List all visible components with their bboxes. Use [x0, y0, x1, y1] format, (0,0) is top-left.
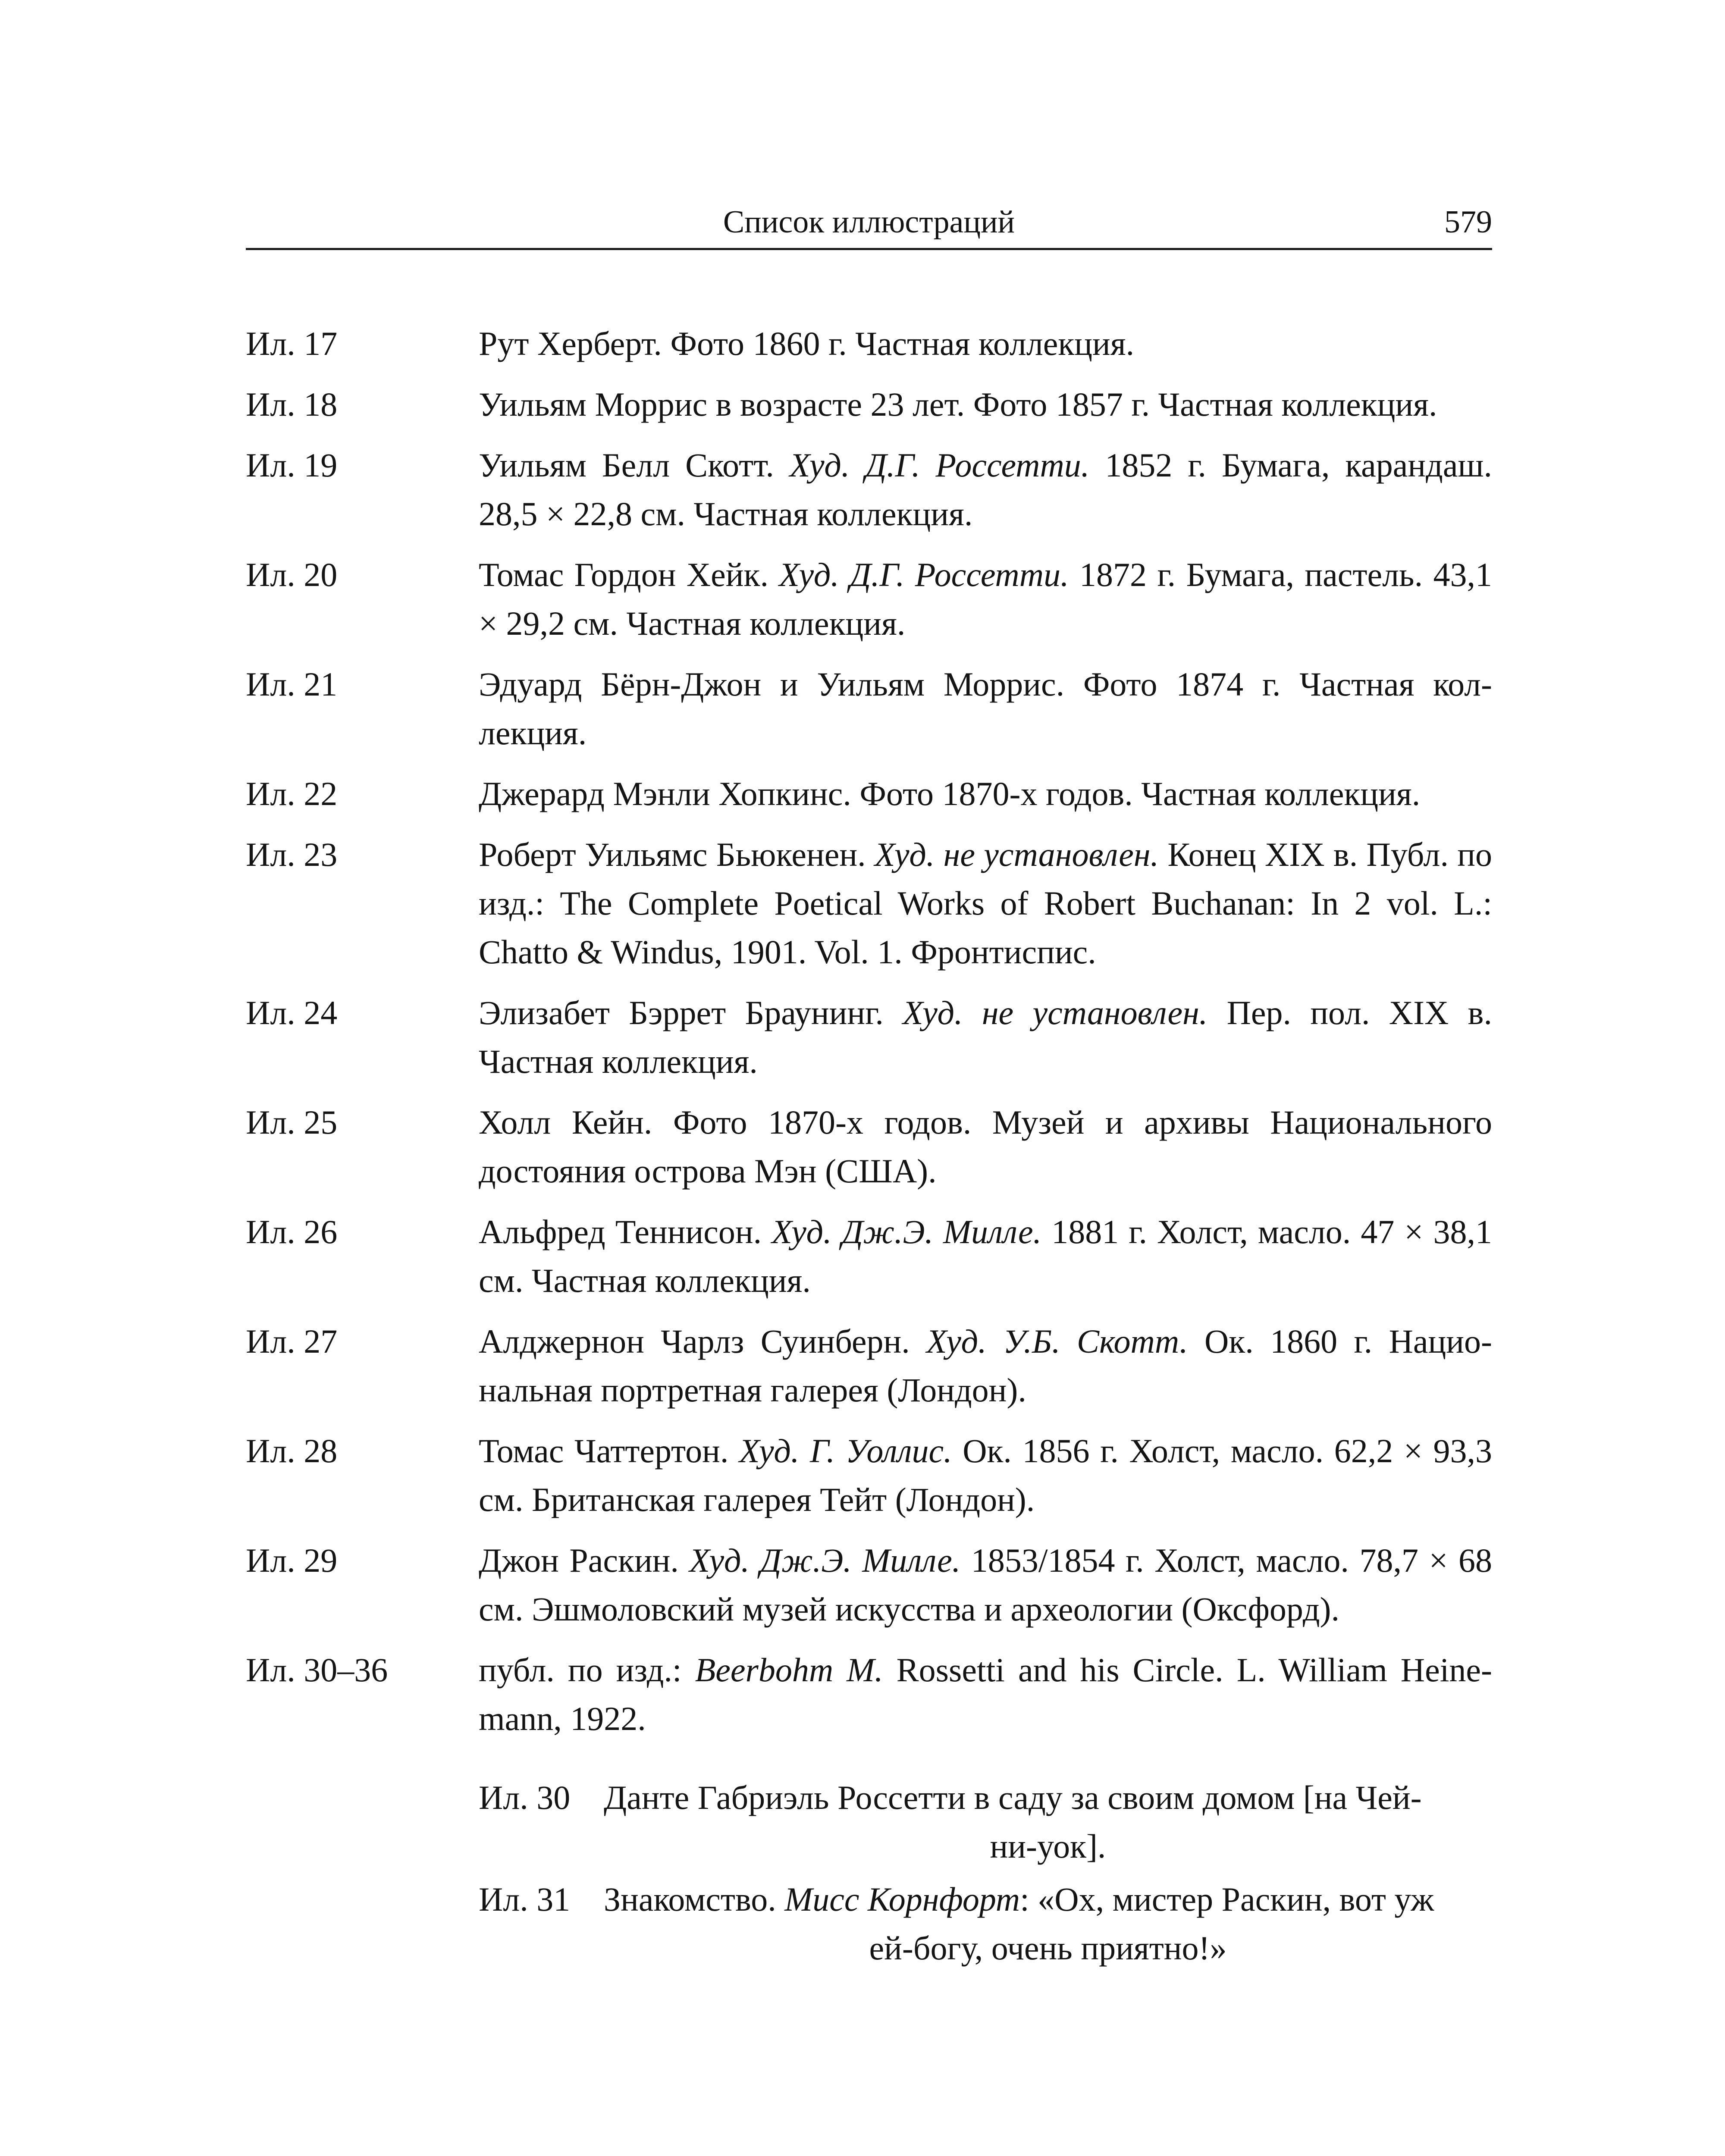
caption-text: Эдуард Бёрн-Джон и Уильям Моррис. Фото 1874 г. Частная коллекция. [479, 665, 1492, 752]
illustration-caption [479, 319, 1492, 368]
caption-text: 1853/1854 г. Холст, масло. 78,7 × 68 см. Эшмоловский музей искусства и археологии (Оксфорд). [479, 1542, 1492, 1628]
illustration-number: Ил. 25 [246, 1103, 338, 1141]
italic-credit: Худ. Г. Уоллис. [739, 1432, 952, 1470]
caption-text: Томас Гордон Хейк. [479, 556, 779, 593]
italic-credit: Худ. не установлен. [874, 836, 1159, 873]
italic-credit: Мисс Корнфорт [784, 1880, 1020, 1918]
illustration-caption [479, 1207, 1492, 1305]
illustration-caption [604, 1773, 1492, 1871]
illustration-caption [479, 380, 1492, 429]
illustration-number: Ил. 22 [246, 775, 338, 812]
illustration-number: Ил. 21 [246, 665, 338, 703]
illustration-caption [479, 550, 1492, 648]
sub-list-item [479, 1773, 1492, 1871]
caption-text: Рут Херберт. Фото 1860 г. Частная коллекция. [479, 325, 1135, 362]
list-item [246, 1207, 1492, 1305]
list-item [246, 319, 1492, 368]
italic-credit: Худ. Дж.Э. Милле. [689, 1542, 961, 1579]
caption-text: Данте Габриэль Россетти в саду за своим домом [на Чей- [604, 1779, 1422, 1816]
illustration-caption [479, 1645, 1492, 1743]
illustration-number: Ил. 18 [246, 385, 338, 423]
list-item [246, 1317, 1492, 1414]
caption-text: Роберт Уильямс Бьюкенен. [479, 836, 875, 873]
illustration-number: Ил. 31 [479, 1880, 571, 1918]
illustration-caption [479, 1098, 1492, 1195]
caption-text: Ок. 1856 г. Холст, масло. 62,2 × 93,3 см. Британская галерея Тейт (Лондон). [479, 1432, 1492, 1518]
caption-text: Альфред Теннисон. [479, 1213, 772, 1250]
caption-text: Элизабет Бэррет Браунинг. [479, 994, 903, 1031]
illustration-caption [479, 769, 1492, 818]
caption-text: Уильям Белл Скотт. [479, 446, 790, 484]
caption-line [604, 1822, 1492, 1871]
caption-text: 1852 г. Бумага, карандаш. 28,5 × 22,8 см. Частная коллекция. [479, 446, 1493, 533]
caption-text: Конец XIX в. Публ. по изд.: The Complete Poetical Works of Robert Buchanan: In 2 vol. L.: Chatto & Windus, 1901. Vol. 1. Фронтиспис. [479, 836, 1493, 971]
list-item [246, 1536, 1492, 1633]
caption-text: 1872 г. Бумага, пастель. 43,1 × 29,2 см. Частная коллекция. [479, 556, 1492, 642]
italic-credit: Худ. Дж.Э. Милле. [772, 1213, 1042, 1250]
caption-line [604, 1779, 1422, 1816]
caption-text: Джон Раскин. [479, 1542, 690, 1579]
list-item [246, 830, 1492, 976]
list-item [246, 660, 1492, 757]
caption-text: ей-богу, очень приятно!» [869, 1929, 1227, 1967]
caption-line [604, 1880, 1434, 1918]
caption-text: Томас Чаттертон. [479, 1432, 739, 1470]
illustration-number: Ил. 29 [246, 1542, 338, 1579]
caption-text: Уильям Моррис в возрасте 23 лет. Фото 1857 г. Частная коллекция. [479, 385, 1437, 423]
italic-credit: Худ. Д.Г. Россетти. [779, 556, 1069, 593]
illustration-caption [479, 1536, 1492, 1633]
caption-text: Пер. пол. XIX в. Частная коллекция. [479, 994, 1492, 1080]
illustration-caption [479, 660, 1492, 757]
illustration-number: Ил. 19 [246, 446, 338, 484]
illustration-caption [479, 441, 1492, 538]
caption-text: 1881 г. Холст, масло. 47 × 38,1 см. Частная коллекция. [479, 1213, 1493, 1299]
list-item [246, 1098, 1492, 1195]
illustration-caption [479, 830, 1492, 976]
illustration-number: Ил. 23 [246, 836, 338, 873]
italic-credit: Худ. Д.Г. Россетти. [789, 446, 1090, 484]
caption-text: Ок. 1860 г. Национальная портретная галерея (Лондон). [479, 1322, 1492, 1409]
italic-credit: Beerbohm M. [695, 1651, 883, 1689]
caption-text: публ. по изд.: [479, 1651, 695, 1689]
illustration-list [246, 319, 1492, 1977]
caption-text: ни-уок]. [990, 1827, 1106, 1865]
list-item [246, 988, 1492, 1086]
illustration-number: Ил. 30–36 [246, 1651, 388, 1689]
illustration-caption [479, 988, 1492, 1086]
caption-line [604, 1924, 1492, 1972]
illustration-caption [604, 1875, 1492, 1972]
list-item [246, 769, 1492, 818]
illustration-caption [479, 1426, 1492, 1524]
illustration-number: Ил. 26 [246, 1213, 338, 1250]
page-number: 579 [1444, 204, 1492, 240]
sub-list [479, 1773, 1492, 1972]
illustration-number: Ил. 24 [246, 994, 338, 1031]
caption-text: Rossetti and his Circle. L. William Heinemann, 1922. [479, 1651, 1493, 1737]
page-title: Список иллюстраций [723, 204, 1015, 240]
list-item [246, 1645, 1492, 1743]
list-item [246, 441, 1492, 538]
caption-text: Знакомство. [604, 1880, 785, 1918]
list-item [246, 550, 1492, 648]
list-item [246, 380, 1492, 429]
illustration-number: Ил. 17 [246, 325, 338, 362]
caption-text: Холл Кейн. Фото 1870-х годов. Музей и архивы Национального достояния острова Мэн (США). [479, 1103, 1492, 1190]
caption-text: Джерард Мэнли Хопкинс. Фото 1870-х годов. Частная коллекция. [479, 775, 1421, 812]
italic-credit: Худ. У.Б. Скотт. [926, 1322, 1188, 1360]
illustration-number: Ил. 28 [246, 1432, 338, 1470]
illustration-number: Ил. 20 [246, 556, 338, 593]
caption-text: : «Ох, мистер Раскин, вот уж [1020, 1880, 1434, 1918]
sub-list-item [479, 1875, 1492, 1972]
illustration-caption [479, 1317, 1492, 1414]
italic-credit: Худ. не установлен. [903, 994, 1208, 1031]
illustration-number: Ил. 27 [246, 1322, 338, 1360]
illustration-number: Ил. 30 [479, 1779, 571, 1816]
list-item [246, 1426, 1492, 1524]
caption-text: Алджернон Чарлз Суинберн. [479, 1322, 927, 1360]
running-header [246, 196, 1492, 250]
